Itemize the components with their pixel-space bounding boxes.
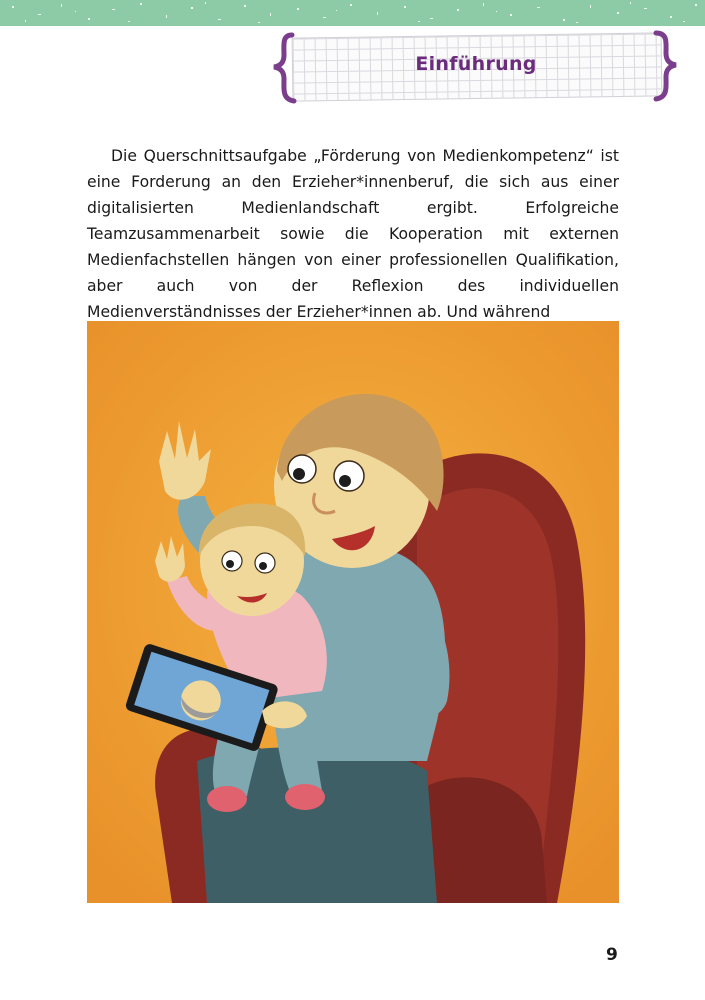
speckle-pattern [0,0,705,26]
section-title: Einführung [415,53,537,75]
page-number: 9 [606,945,618,965]
top-decorative-band [0,0,705,26]
body-text [87,143,619,325]
body-paragraph: Die Querschnittsaufgabe „Förderung von Medienkompetenz“ ist eine Forderung an den Erzieher*innenberuf, die sich aus einer digitalisierten Medienlandschaft ergibt. Erfolgreiche Teamzusammenarbeit sowie die Kooperation mit externen Medienfachstellen hängen von einer professionellen Qualifikation, aber auch von der Reflexion des individuellen Medienverständnisses der Erzieher*innen ab. Und während [87,147,619,321]
illustration-parent-child-tablet [87,321,619,903]
painting-svg [87,321,619,903]
section-header [286,31,666,101]
